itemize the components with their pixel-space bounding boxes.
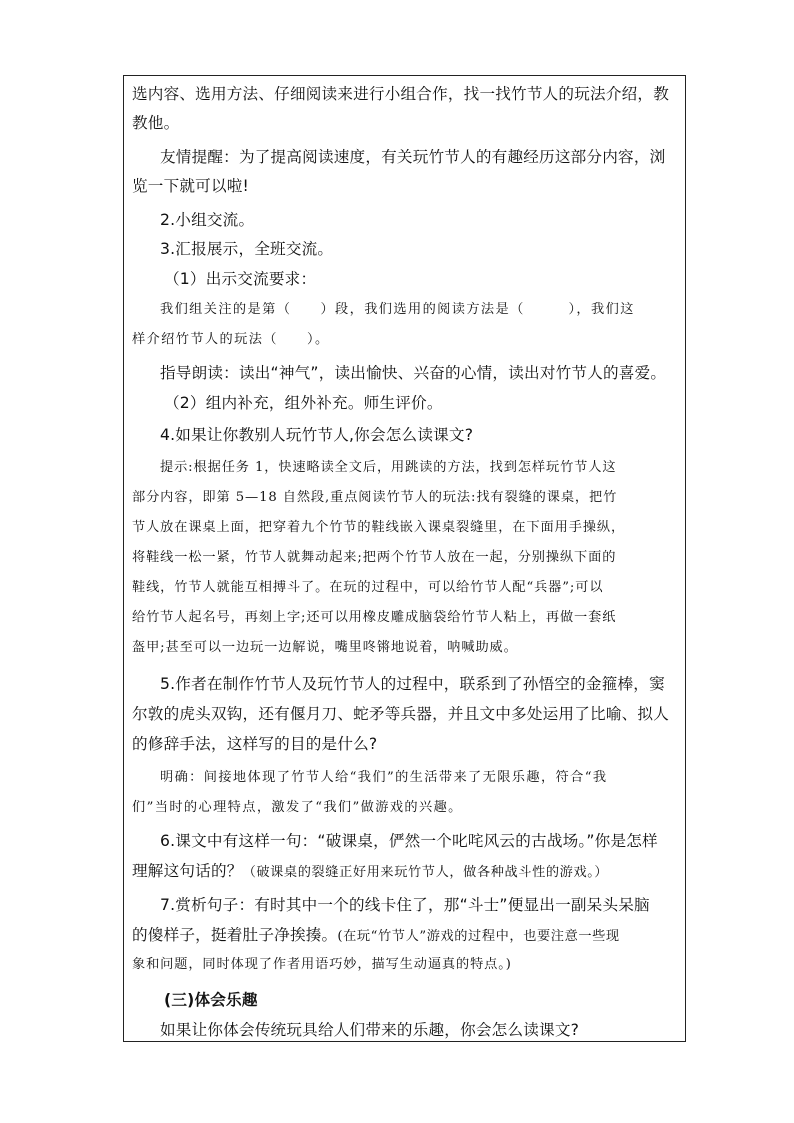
- paragraph-line: 部分内容，即第 5—18 自然段,重点阅读竹节人的玩法:找有裂缝的课桌，把竹: [132, 490, 618, 505]
- paragraph-line: 将鞋线一松一紧，竹节人就舞动起来;把两个竹节人放在一起，分别操纵下面的: [132, 550, 617, 565]
- paragraph-line: [132, 861, 608, 883]
- paragraph-line: 盔甲;甚至可以一边玩一边解说，嘴里咚锵地说着，呐喊助威。: [132, 640, 518, 655]
- line-segment: (在玩“竹节人”游戏的过程中，也要注意一些现: [337, 929, 620, 944]
- paragraph-line: 象和问题，同时体现了作者用语巧妙，描写生动逼真的特点。): [132, 957, 512, 972]
- paragraph-line: 提示:根据任务 1，快速略读全文后，用跳读的方法，找到怎样玩竹节人这: [160, 460, 617, 475]
- paragraph-line: 教他。: [132, 114, 180, 132]
- paragraph-line: 样介绍竹节人的玩法（ ）。: [132, 332, 330, 347]
- paragraph-line: 3.汇报展示，全班交流。: [160, 240, 334, 258]
- paragraph-line: 给竹节人起名号，再刻上字;还可以用橡皮雕成脑袋给竹节人粘上，再做一套纸: [132, 610, 617, 625]
- paragraph-line: 选内容、选用方法、仔细阅读来进行小组合作，找一找竹节人的玩法介绍，教: [132, 85, 669, 103]
- paragraph-line: 鞋线，竹节人就能互相搏斗了。在玩的过程中，可以给竹节人配“兵器”;可以: [132, 580, 604, 595]
- paragraph-line: 友情提醒：为了提高阅读速度，有关玩竹节人的有趣经历这部分内容，浏: [160, 148, 666, 166]
- paragraph-line: 们”当时的心理特点，激发了“我们”做游戏的兴趣。: [132, 800, 463, 815]
- paragraph-line: 指导朗读：读出“神气”，读出愉快、兴奋的心情，读出对竹节人的喜爱。: [160, 364, 667, 382]
- line-segment: 理解这句话的？: [132, 862, 243, 880]
- section-heading: (三)体会乐趣: [164, 991, 258, 1009]
- paragraph-line: 我们组关注的是第（ ）段，我们选用的阅读方法是（ ），我们这: [160, 302, 635, 317]
- paragraph-line: 7.赏析句子：有时其中一个的线卡住了，那“斗士”便显出一副呆头呆脑: [160, 896, 650, 914]
- paragraph-line: 尔敦的虎头双钩，还有偃月刀、蛇矛等兵器，并且文中多处运用了比喻、拟人: [132, 705, 669, 723]
- paragraph-line: 6.课文中有这样一句：“破课桌，俨然一个叱咤风云的古战场。”你是怎样: [160, 832, 658, 850]
- paragraph-line: 5.作者在制作竹节人及玩竹节人的过程中，联系到了孙悟空的金箍棒，窦: [160, 675, 665, 693]
- paragraph-line: 的修辞手法，这样写的目的是什么?: [132, 735, 378, 753]
- paragraph-line: 如果让你体会传统玩具给人们带来的乐趣，你会怎么读课文?: [160, 1021, 580, 1039]
- paragraph-line: [132, 925, 620, 947]
- line-segment: （破课桌的裂缝正好用来玩竹节人，做各种战斗性的游戏。）: [242, 865, 609, 880]
- paragraph-line: 明确：间接地体现了竹节人给“我们”的生活带来了无限乐趣，符合“我: [160, 770, 608, 785]
- paragraph-line: 4.如果让你教别人玩竹节人,你会怎么读课文?: [160, 426, 474, 444]
- paragraph-line: （1）出示交流要求：: [164, 270, 317, 288]
- paragraph-line: 2.小组交流。: [160, 211, 255, 229]
- line-segment: 的傻样子，挺着肚子净挨揍。: [132, 926, 338, 944]
- paragraph-line: 览一下就可以啦!: [132, 177, 250, 195]
- paragraph-line: （2）组内补充，组外补充。师生评价。: [164, 394, 443, 412]
- paragraph-line: 节人放在课桌上面，把穿着九个竹节的鞋线嵌入课桌裂缝里，在下面用手操纵，: [132, 520, 626, 535]
